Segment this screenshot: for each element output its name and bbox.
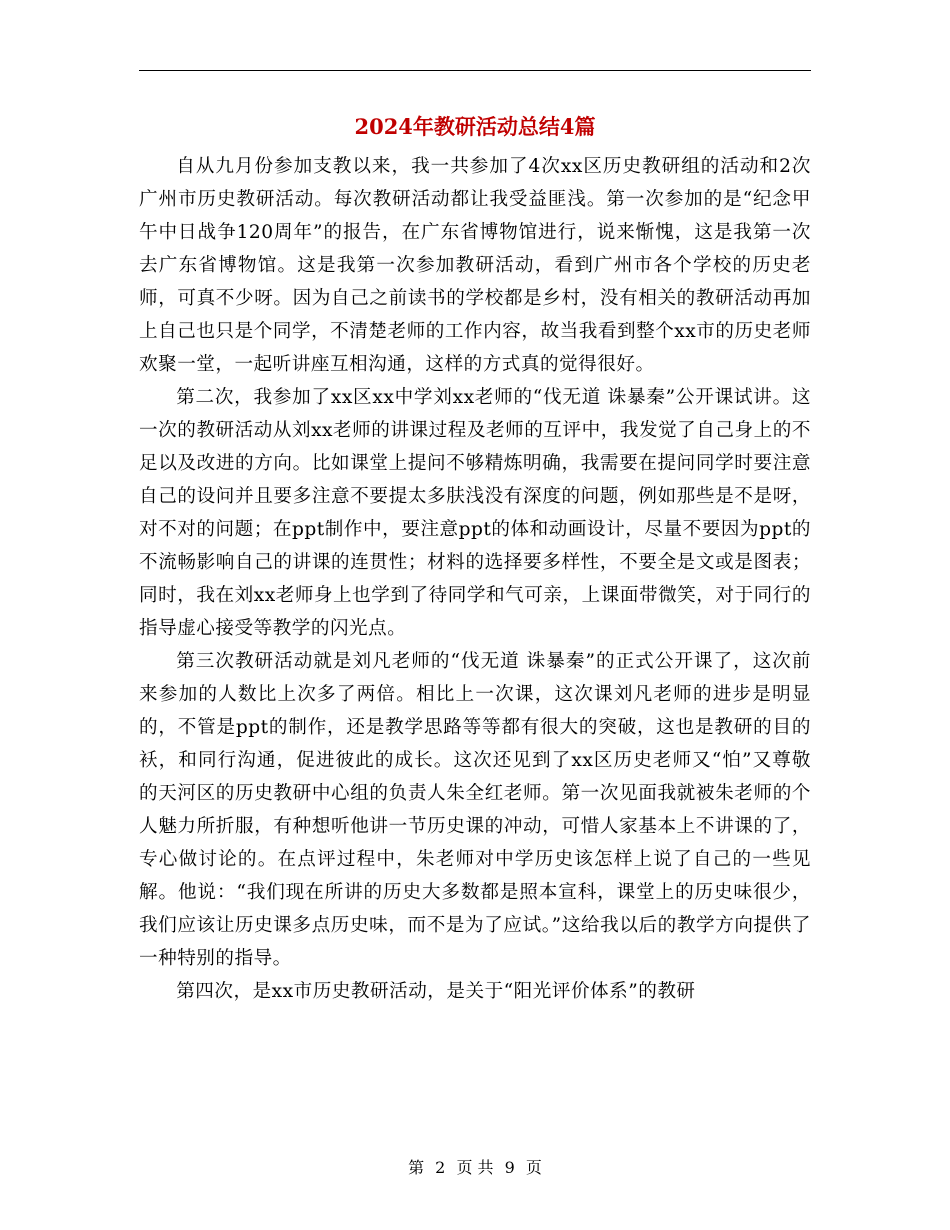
footer-prefix: 第 — [408, 1158, 425, 1177]
paragraph-3: 第三次教研活动就是刘凡老师的“伐无道 诛暴秦”的正式公开课了，这次前来参加的人数比上次多了两倍。相比上一次课，这次课刘凡老师的进步是明显的，不管是ppt的制作，还是教学思路等等都有很大的突破，这也是教研的目的袄，和同行沟通，促进彼此的成长。这次还见到了xx区历史老师又“怕”又尊敬的天河区的历史教研中心组的负责人朱全红老师。第一次见面我就被朱老师的个人魅力所折服，有种想听他讲一节历史课的冲动，可惜人家基本上不讲课的了，专心做讨论的。在点评过程中，朱老师对中学历史该怎样上说了自己的一些见解。他说：“我们现在所讲的历史大多数都是照本宣科，课堂上的历史味很少，我们应该让历史课多点历史味，而不是为了应试。”这给我以后的教学方向提供了一种特别的指导。 — [139, 651, 811, 969]
footer-total-pages: 9 — [504, 1158, 515, 1177]
footer-suffix: 页 — [525, 1158, 542, 1177]
document-title: 2024年教研活动总结4篇 — [354, 114, 596, 139]
footer-current-page: 2 — [435, 1158, 446, 1177]
page-footer — [0, 1155, 950, 1178]
paragraph-1: 自从九月份参加支教以来，我一共参加了4次xx区历史教研组的活动和2次广州市历史教研活动。每次教研活动都让我受益匪浅。第一次参加的是“纪念甲午中日战争120周年”的报告，在广东省博物馆进行，说来惭愧，这是我第一次去广东省博物馆。这是我第一次参加教研活动，看到广州市各个学校的历史老师，可真不少呀。因为自己之前读书的学校都是乡村，没有相关的教研活动再加上自己也只是个同学，不清楚老师的工作内容，故当我看到整个xx市的历史老师欢聚一堂，一起听讲座互相沟通，这样的方式真的觉得很好。 — [139, 156, 811, 375]
document-body — [139, 150, 811, 1008]
footer-middle: 页 共 — [456, 1158, 494, 1177]
paragraph-4: 第四次，是xx市历史教研活动，是关于“阳光评价体系”的教研 — [176, 981, 696, 1002]
paragraph-2: 第二次，我参加了xx区xx中学刘xx老师的“伐无道 诛暴秦”公开课试讲。这一次的教研活动从刘xx老师的讲课过程及老师的互评中，我发觉了自己身上的不足以及改进的方向。比如课堂上提问不够精炼明确，我需要在提问同学时要注意自己的设问并且要多注意不要提太多肤浅没有深度的问题，例如那些是不是呀，对不对的问题；在ppt制作中，要注意ppt的体和动画设计，尽量不要因为ppt的不流畅影响自己的讲课的连贯性；材料的选择要多样性，不要全是文或是图表；同时，我在刘xx老师身上也学到了待同学和气可亲，上课面带微笑，对于同行的指导虚心接受等教学的闪光点。 — [139, 387, 811, 639]
header-rule — [139, 70, 811, 71]
